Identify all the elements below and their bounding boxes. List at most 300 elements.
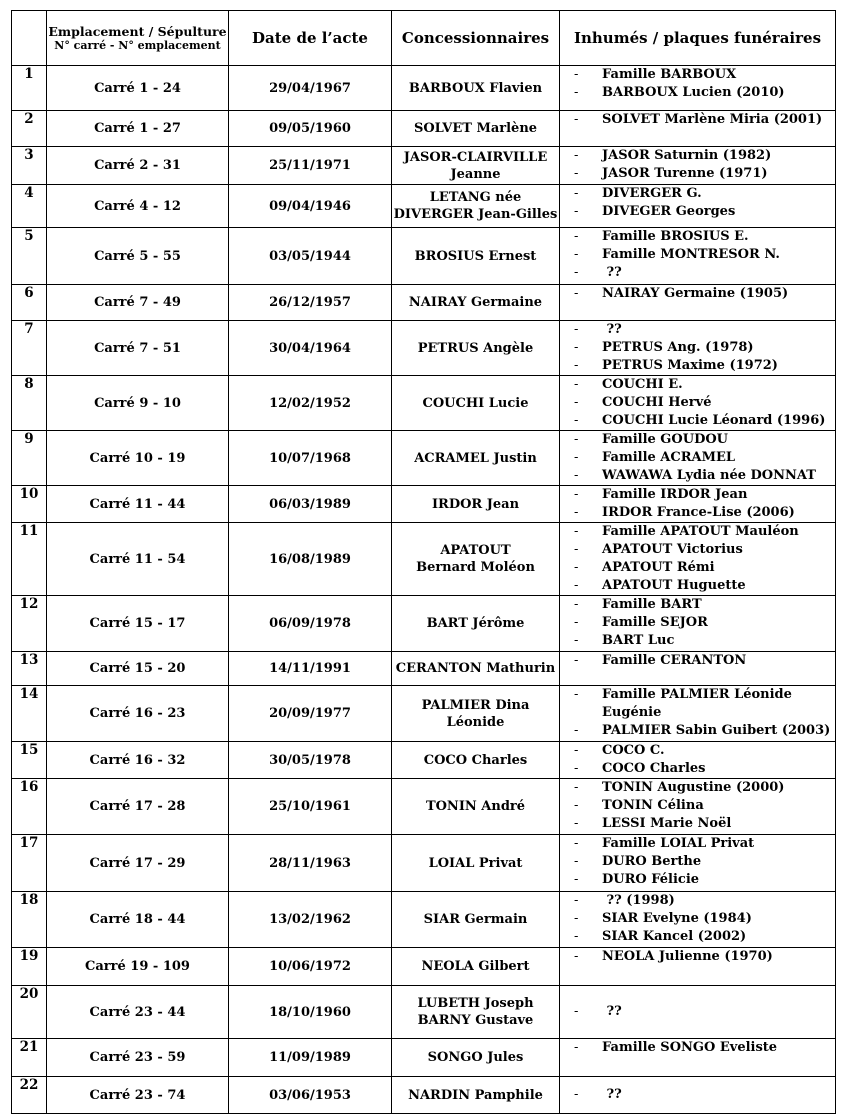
buried-cell (560, 111, 836, 147)
location-cell: Carré 7 - 51 (47, 321, 229, 376)
bullet-dash: - (574, 798, 579, 813)
bullet-dash: - (574, 836, 579, 851)
location-cell: Carré 17 - 28 (47, 779, 229, 835)
date-cell: 28/11/1963 (229, 835, 392, 892)
table-row (12, 431, 836, 486)
buried-name: TONIN Célina (602, 798, 704, 813)
date-cell: 06/09/1978 (229, 596, 392, 652)
row-number: 4 (12, 185, 47, 228)
bullet-dash: - (574, 468, 579, 483)
holder-cell (392, 779, 560, 835)
table-row (12, 523, 836, 596)
buried-cell (560, 321, 836, 376)
buried-name: APATOUT Victorius (602, 542, 743, 557)
buried-item (560, 228, 835, 246)
holder-cell (392, 147, 560, 185)
bullet-dash: - (574, 247, 579, 262)
buried-item (560, 285, 835, 303)
header-location (47, 11, 229, 66)
holder-name-line: BARBOUX Flavien (408, 80, 543, 96)
buried-list (560, 285, 835, 303)
buried-list (560, 686, 835, 740)
holder-cell (392, 523, 560, 596)
bullet-dash: - (574, 761, 579, 776)
table-row (12, 376, 836, 431)
buried-item (560, 321, 835, 339)
row-number: 19 (12, 948, 47, 986)
buried-list (560, 523, 835, 595)
buried-cell (560, 285, 836, 321)
location-cell: Carré 23 - 44 (47, 986, 229, 1039)
buried-cell (560, 431, 836, 486)
buried-name: Famille BART (602, 597, 702, 612)
table-row (12, 686, 836, 742)
holder-name-line: ACRAMEL Justin (414, 450, 537, 466)
table-row (12, 835, 836, 892)
row-number: 21 (12, 1039, 47, 1077)
bullet-dash: - (574, 148, 579, 163)
row-number: 13 (12, 652, 47, 686)
holder-name-line: Léonide (446, 714, 505, 730)
buried-name: Famille APATOUT Mauléon (602, 524, 799, 539)
holder-cell (392, 1039, 560, 1077)
date-cell: 09/05/1960 (229, 111, 392, 147)
date-cell: 14/11/1991 (229, 652, 392, 686)
buried-item (560, 779, 835, 797)
buried-item (560, 1039, 835, 1057)
buried-list (560, 147, 835, 183)
header-row (12, 11, 836, 66)
holder-cell (392, 686, 560, 742)
buried-item (560, 147, 835, 165)
buried-cell (560, 523, 836, 596)
header-location-subtitle: N° carré - N° emplacement (54, 38, 221, 52)
holder-name-line: COCO Charles (423, 752, 528, 768)
bullet-dash: - (574, 615, 579, 630)
holder-name-line: IRDOR Jean (431, 496, 520, 512)
buried-list (560, 321, 835, 375)
buried-list (560, 228, 835, 282)
date-cell: 30/04/1964 (229, 321, 392, 376)
bullet-dash: - (574, 450, 579, 465)
buried-list (560, 742, 835, 778)
buried-list (560, 1039, 835, 1057)
buried-list (560, 66, 835, 102)
holder-cell (392, 66, 560, 111)
buried-name: APATOUT Rémi (602, 560, 715, 575)
buried-list (560, 376, 835, 430)
buried-cell (560, 686, 836, 742)
bullet-dash: - (574, 204, 579, 219)
bullet-dash: - (574, 524, 579, 539)
buried-cell (560, 835, 836, 892)
buried-cell (560, 66, 836, 111)
holder-name-line: LOIAL Privat (428, 855, 523, 871)
date-cell: 18/10/1960 (229, 986, 392, 1039)
date-cell: 12/02/1952 (229, 376, 392, 431)
table-row (12, 285, 836, 321)
buried-item (560, 431, 835, 449)
holder-name-line: BART Jérôme (426, 616, 525, 631)
row-number: 12 (12, 596, 47, 652)
buried-item (560, 357, 835, 375)
bullet-dash: - (574, 85, 579, 100)
buried-name: NEOLA Julienne (1970) (602, 949, 773, 964)
buried-item (560, 376, 835, 394)
buried-cell (560, 948, 836, 986)
buried-list (560, 835, 835, 889)
table-row (12, 742, 836, 779)
holder-name-line: LUBETH Joseph (417, 996, 534, 1011)
buried-name: JASOR Turenne (1971) (602, 166, 768, 181)
holder-cell (392, 1077, 560, 1114)
bullet-dash: - (574, 265, 579, 280)
buried-item (560, 760, 835, 778)
date-cell: 26/12/1957 (229, 285, 392, 321)
row-number: 6 (12, 285, 47, 321)
buried-cell (560, 228, 836, 285)
holder-cell (392, 892, 560, 948)
buried-list (560, 431, 835, 485)
table-row (12, 486, 836, 523)
buried-cell (560, 185, 836, 228)
buried-item (560, 246, 835, 264)
buried-list (560, 596, 835, 650)
table-row (12, 111, 836, 147)
holder-name-line: JASOR-CLAIRVILLE (403, 149, 548, 165)
holder-cell (392, 986, 560, 1039)
bullet-dash: - (574, 358, 579, 373)
buried-item (560, 910, 835, 928)
buried-name: PALMIER Sabin Guibert (2003) (602, 723, 831, 738)
buried-name: APATOUT Huguette (602, 578, 746, 593)
table-row (12, 892, 836, 948)
buried-name-line: Eugénie (602, 705, 662, 720)
table-row (12, 948, 836, 986)
date-cell: 03/06/1953 (229, 1077, 392, 1114)
buried-name-line: Famille PALMIER Léonide (602, 687, 792, 702)
buried-item (560, 797, 835, 815)
buried-list (560, 652, 835, 670)
row-number: 22 (12, 1077, 47, 1114)
date-cell: 25/11/1971 (229, 147, 392, 185)
holder-cell (392, 486, 560, 523)
buried-name: ?? (602, 322, 622, 337)
buried-cell (560, 1039, 836, 1077)
holder-cell (392, 111, 560, 147)
buried-cell (560, 376, 836, 431)
bullet-dash: - (574, 1087, 579, 1102)
row-number: 16 (12, 779, 47, 835)
bullet-dash: - (574, 229, 579, 244)
bullet-dash: - (574, 67, 579, 82)
buried-cell (560, 779, 836, 835)
bullet-dash: - (574, 743, 579, 758)
bullet-dash: - (574, 854, 579, 869)
buried-item (560, 815, 835, 833)
bullet-dash: - (574, 377, 579, 392)
location-cell: Carré 15 - 20 (47, 652, 229, 686)
table-row (12, 185, 836, 228)
row-number: 18 (12, 892, 47, 948)
buried-name: Famille SONGO Eveliste (602, 1040, 778, 1055)
holder-cell (392, 321, 560, 376)
holder-cell (392, 948, 560, 986)
buried-item (560, 722, 835, 740)
buried-item (560, 686, 835, 722)
header-number (12, 11, 47, 66)
table-row (12, 596, 836, 652)
bullet-dash: - (574, 723, 579, 738)
buried-item (560, 652, 835, 670)
bullet-dash: - (574, 1040, 579, 1055)
buried-name: COUCHI E. (602, 377, 683, 392)
buried-cell (560, 596, 836, 652)
buried-item (560, 577, 835, 595)
buried-item (560, 264, 835, 282)
bullet-dash: - (574, 816, 579, 831)
location-cell: Carré 19 - 109 (47, 948, 229, 986)
buried-list (560, 1086, 835, 1104)
buried-name: DIVEGER Georges (602, 204, 736, 219)
buried-item (560, 339, 835, 357)
row-number: 1 (12, 66, 47, 111)
holder-name-line: Bernard Moléon (416, 560, 535, 575)
bullet-dash: - (574, 597, 579, 612)
location-cell: Carré 10 - 19 (47, 431, 229, 486)
holder-name-line: Jeanne (450, 166, 501, 182)
buried-name: ?? (602, 1087, 622, 1102)
header-buried: Inhumés / plaques funéraires (560, 11, 836, 66)
buried-item (560, 449, 835, 467)
buried-item (560, 66, 835, 84)
concessions-table (11, 10, 836, 1114)
location-cell: Carré 5 - 55 (47, 228, 229, 285)
holder-cell (392, 228, 560, 285)
buried-list (560, 892, 835, 946)
holder-cell (392, 285, 560, 321)
buried-name: SOLVET Marlène Miria (2001) (602, 112, 823, 127)
holder-name-line: CERANTON Mathurin (395, 661, 556, 676)
buried-item (560, 165, 835, 183)
bullet-dash: - (574, 560, 579, 575)
holder-name-line: NEOLA Gilbert (421, 959, 530, 974)
buried-item (560, 928, 835, 946)
buried-name: SIAR Kancel (2002) (602, 929, 747, 944)
bullet-dash: - (574, 893, 579, 908)
holder-name-line: BARNY Gustave (417, 1013, 534, 1028)
holder-cell (392, 431, 560, 486)
buried-name: BARBOUX Lucien (2010) (602, 85, 785, 100)
location-cell: Carré 1 - 27 (47, 111, 229, 147)
buried-name: Famille SEJOR (602, 615, 708, 630)
buried-name: COUCHI Hervé (602, 395, 712, 410)
bullet-dash: - (574, 505, 579, 520)
header-location-title: Emplacement / Sépulture (48, 23, 227, 39)
buried-item (560, 835, 835, 853)
buried-name: ?? (1998) (602, 893, 675, 908)
buried-name: Famille BROSIUS E. (602, 229, 749, 244)
holder-name-line: LETANG née (429, 190, 522, 205)
location-cell: Carré 11 - 44 (47, 486, 229, 523)
holder-cell (392, 185, 560, 228)
table-row (12, 228, 836, 285)
location-cell: Carré 2 - 31 (47, 147, 229, 185)
date-cell: 30/05/1978 (229, 742, 392, 779)
date-cell: 10/06/1972 (229, 948, 392, 986)
buried-cell (560, 486, 836, 523)
table-row (12, 147, 836, 185)
date-cell: 13/02/1962 (229, 892, 392, 948)
buried-name: Famille IRDOR Jean (602, 487, 748, 502)
holder-name-line: NARDIN Pamphile (408, 1087, 543, 1103)
buried-name: COCO C. (602, 743, 665, 758)
table-row (12, 986, 836, 1039)
buried-name: TONIN Augustine (2000) (602, 780, 785, 795)
row-number: 10 (12, 486, 47, 523)
buried-item (560, 596, 835, 614)
buried-item (560, 948, 835, 966)
holder-cell (392, 742, 560, 779)
holder-cell (392, 835, 560, 892)
holder-name-line: BROSIUS Ernest (414, 248, 537, 264)
holder-name-line: PALMIER Dina (421, 697, 530, 713)
location-cell: Carré 18 - 44 (47, 892, 229, 948)
buried-item (560, 394, 835, 412)
buried-list (560, 111, 835, 129)
header-holders: Concessionnaires (392, 11, 560, 66)
buried-item (560, 632, 835, 650)
buried-name: Famille ACRAMEL (602, 450, 736, 465)
buried-name: LESSI Marie Noël (602, 816, 732, 831)
date-cell: 06/03/1989 (229, 486, 392, 523)
buried-item (560, 559, 835, 577)
buried-item (560, 1086, 835, 1104)
row-number: 3 (12, 147, 47, 185)
holder-name-line: SIAR Germain (423, 912, 528, 927)
buried-list (560, 1003, 835, 1021)
bullet-dash: - (574, 322, 579, 337)
buried-cell (560, 1077, 836, 1114)
location-cell: Carré 16 - 32 (47, 742, 229, 779)
row-number: 9 (12, 431, 47, 486)
holder-name-line: TONIN André (425, 799, 526, 814)
holder-name-line: DIVERGER Jean-Gilles (393, 207, 558, 222)
buried-name: ?? (602, 1004, 622, 1019)
bullet-dash: - (574, 780, 579, 795)
location-cell: Carré 9 - 10 (47, 376, 229, 431)
buried-item (560, 84, 835, 102)
buried-name: Famille CERANTON (602, 653, 747, 668)
bullet-dash: - (574, 286, 579, 301)
row-number: 15 (12, 742, 47, 779)
buried-cell (560, 652, 836, 686)
table-row (12, 1039, 836, 1077)
buried-name: Famille GOUDOU (602, 432, 729, 447)
buried-name: SIAR Evelyne (1984) (602, 911, 752, 926)
bullet-dash: - (574, 186, 579, 201)
buried-list (560, 486, 835, 522)
date-cell: 29/04/1967 (229, 66, 392, 111)
buried-name: PETRUS Maxime (1972) (602, 358, 778, 373)
date-cell: 25/10/1961 (229, 779, 392, 835)
buried-item (560, 871, 835, 889)
row-number: 11 (12, 523, 47, 596)
buried-item (560, 203, 835, 221)
buried-list (560, 185, 835, 221)
row-number: 8 (12, 376, 47, 431)
buried-cell (560, 147, 836, 185)
location-cell: Carré 17 - 29 (47, 835, 229, 892)
holder-cell (392, 376, 560, 431)
buried-name: Famille LOIAL Privat (602, 836, 755, 851)
buried-name: Famille BARBOUX (602, 67, 737, 82)
buried-item (560, 111, 835, 129)
bullet-dash: - (574, 395, 579, 410)
bullet-dash: - (574, 929, 579, 944)
bullet-dash: - (574, 413, 579, 428)
date-cell: 20/09/1977 (229, 686, 392, 742)
buried-item (560, 541, 835, 559)
buried-item (560, 614, 835, 632)
location-cell: Carré 4 - 12 (47, 185, 229, 228)
holder-name-line: PETRUS Angèle (417, 340, 534, 356)
row-number: 17 (12, 835, 47, 892)
holder-name-line: SOLVET Marlène (413, 121, 538, 136)
row-number: 2 (12, 111, 47, 147)
buried-name: WAWAWA Lydia née DONNAT (602, 468, 816, 483)
buried-list (560, 948, 835, 966)
buried-name: DIVERGER G. (602, 186, 702, 201)
holder-cell (392, 652, 560, 686)
holder-name-line: SONGO Jules (427, 1050, 524, 1065)
buried-item (560, 853, 835, 871)
buried-item (560, 523, 835, 541)
bullet-dash: - (574, 633, 579, 648)
buried-name: JASOR Saturnin (1982) (602, 148, 772, 163)
holder-name-line: COUCHI Lucie (422, 395, 529, 411)
row-number: 14 (12, 686, 47, 742)
buried-name: IRDOR France-Lise (2006) (602, 505, 795, 520)
buried-name: PETRUS Ang. (1978) (602, 340, 754, 355)
buried-item (560, 892, 835, 910)
buried-name: COCO Charles (602, 761, 706, 776)
row-number: 7 (12, 321, 47, 376)
holder-name-line: APATOUT (440, 543, 511, 558)
location-cell: Carré 7 - 49 (47, 285, 229, 321)
bullet-dash: - (574, 578, 579, 593)
buried-item (560, 486, 835, 504)
date-cell: 11/09/1989 (229, 1039, 392, 1077)
location-cell: Carré 16 - 23 (47, 686, 229, 742)
table-row (12, 321, 836, 376)
bullet-dash: - (574, 872, 579, 887)
header-date: Date de l’acte (229, 11, 392, 66)
buried-item (560, 504, 835, 522)
bullet-dash: - (574, 687, 579, 702)
buried-item (560, 467, 835, 485)
table-row (12, 652, 836, 686)
table-body (12, 66, 836, 1114)
buried-name: Famille MONTRESOR N. (602, 247, 780, 262)
location-cell: Carré 11 - 54 (47, 523, 229, 596)
buried-cell (560, 986, 836, 1039)
date-cell: 10/07/1968 (229, 431, 392, 486)
bullet-dash: - (574, 1004, 579, 1019)
table-row (12, 779, 836, 835)
buried-item (560, 1003, 835, 1021)
bullet-dash: - (574, 166, 579, 181)
